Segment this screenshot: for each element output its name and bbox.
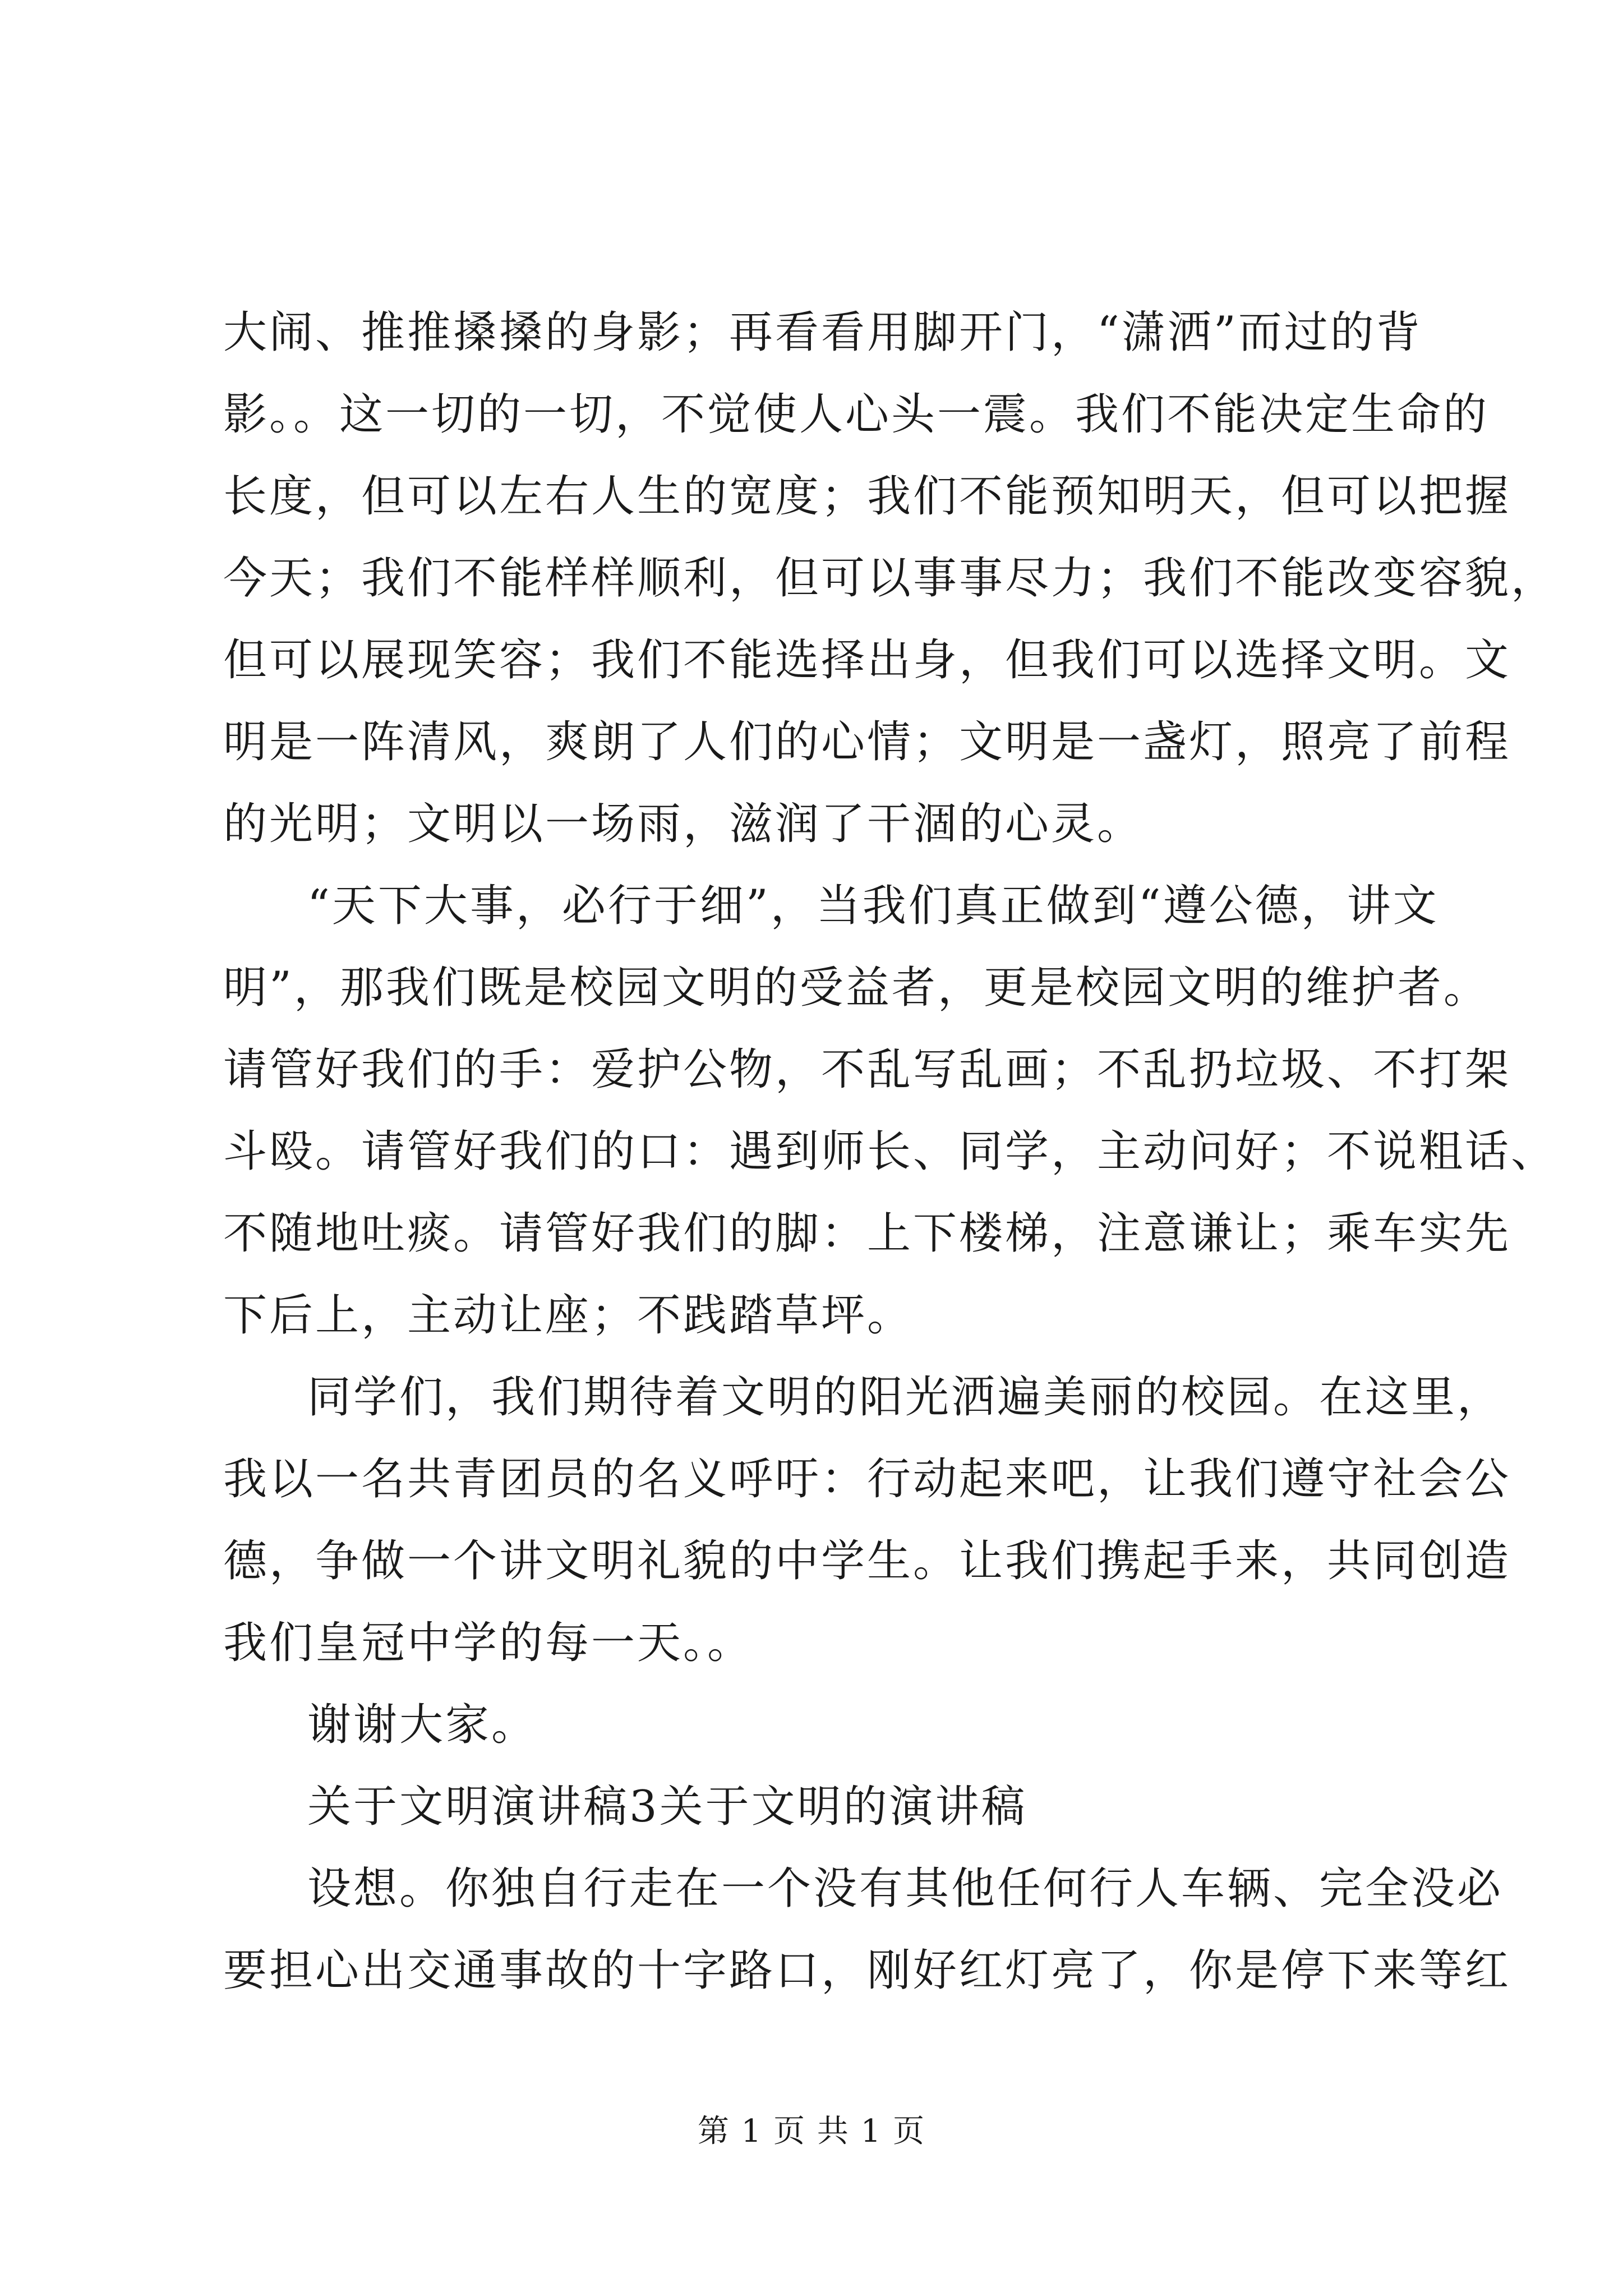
- text-line: 影。。这一切的一切，不觉使人心头一震。我们不能决定生命的: [223, 389, 1490, 440]
- text-line: 今天；我们不能样样顺利，但可以事事尽力；我们不能改变容貌，: [223, 553, 1557, 604]
- text-line: 德，争做一个讲文明礼貌的中学生。让我们携起手来，共同创造: [223, 1536, 1511, 1586]
- page-number-footer: 第 1 页 共 1 页: [697, 2113, 926, 2150]
- text-line: 下后上，主动让座；不践踏草坪。: [223, 1290, 914, 1341]
- text-line: 明是一阵清风，爽朗了人们的心情；文明是一盏灯，照亮了前程: [223, 717, 1511, 767]
- paragraph-first-line: “天下大事，必行于细”，当我们真正做到“遵公德，讲文: [307, 881, 1439, 931]
- text-line: 斗殴。请管好我们的口：遇到师长、同学，主动问好；不说粗话、: [223, 1126, 1557, 1177]
- text-line: 我以一名共青团员的名义呼吁：行动起来吧，让我们遵守社会公: [223, 1454, 1511, 1504]
- text-line: 明”，那我们既是校园文明的受益者，更是校园文明的维护者。: [223, 963, 1490, 1013]
- document-body: [223, 292, 1557, 2012]
- paragraph-first-line: 同学们，我们期待着文明的阳光洒遍美丽的校园。在这里，: [307, 1372, 1504, 1423]
- text-line: 要担心出交通事故的十字路口，刚好红灯亮了，你是停下来等红: [223, 1945, 1511, 1996]
- closing-line: 谢谢大家。: [307, 1700, 538, 1750]
- paragraph-first-line: 设想。你独自行走在一个没有其他任何行人车辆、完全没必: [307, 1864, 1504, 1914]
- text-line: 不随地吐痰。请管好我们的脚：上下楼梯，注意谦让；乘车实先: [223, 1208, 1511, 1259]
- text-line: 请管好我们的手：爱护公物，不乱写乱画；不乱扔垃圾、不打架: [223, 1045, 1511, 1095]
- section-heading: 关于文明演讲稿3关于文明的演讲稿: [307, 1782, 1027, 1832]
- text-line: 的光明；文明以一场雨，滋润了干涸的心灵。: [223, 799, 1144, 849]
- text-line: 我们皇冠中学的每一天。。: [223, 1618, 754, 1668]
- text-line: 大闹、推推搡搡的身影；再看看用脚开门，“潇洒”而过的背: [223, 307, 1422, 358]
- text-line: 长度，但可以左右人生的宽度；我们不能预知明天，但可以把握: [223, 471, 1511, 522]
- text-line: 但可以展现笑容；我们不能选择出身，但我们可以选择文明。文: [223, 635, 1511, 685]
